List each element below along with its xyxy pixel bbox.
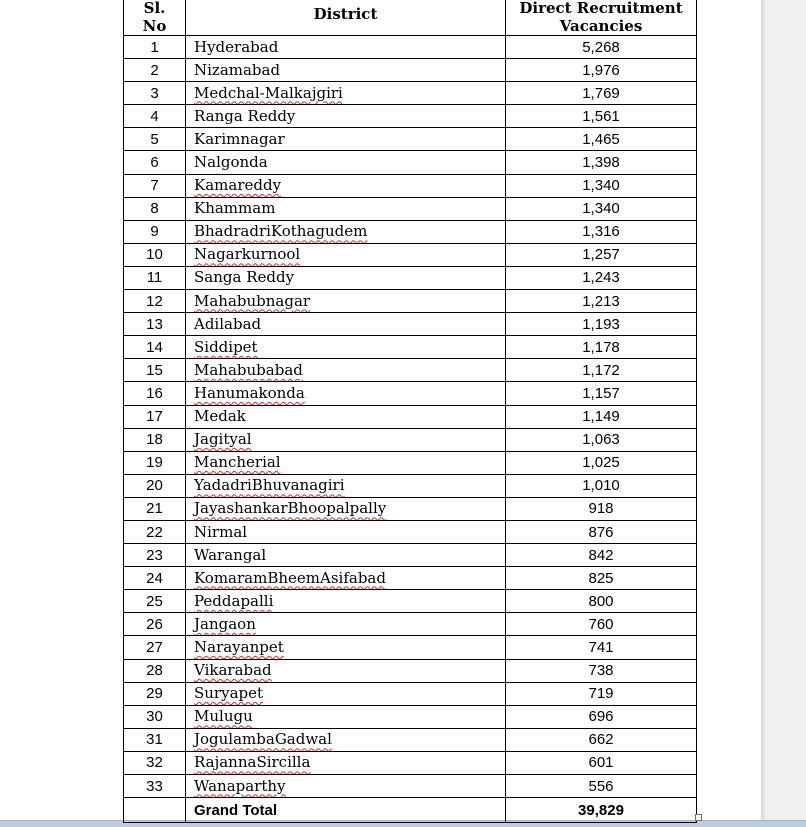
row-vacancies: 825 <box>506 567 697 590</box>
row-vacancies: 738 <box>506 659 697 682</box>
table-resize-handle[interactable] <box>695 814 702 821</box>
district-name: Sanga Reddy <box>194 268 295 287</box>
vacancies-table <box>123 0 697 823</box>
district-name: Mancherial <box>194 453 281 472</box>
window-side-panel <box>761 0 806 827</box>
row-vacancies: 1,976 <box>506 59 697 82</box>
row-vacancies: 1,316 <box>506 220 697 243</box>
row-sl-no: 5 <box>124 128 186 151</box>
table-row <box>124 359 697 382</box>
row-vacancies: 1,257 <box>506 243 697 266</box>
row-sl-no: 3 <box>124 82 186 105</box>
table-row <box>124 336 697 359</box>
table-row <box>124 174 697 197</box>
district-name: Mahabubabad <box>194 360 303 379</box>
table-row <box>124 659 697 682</box>
table-row <box>124 520 697 543</box>
row-district <box>186 59 506 82</box>
row-vacancies: 760 <box>506 613 697 636</box>
row-district <box>186 313 506 336</box>
row-sl-no: 9 <box>124 220 186 243</box>
row-vacancies: 1,340 <box>506 174 697 197</box>
grand-total-value: 39,829 <box>506 798 697 823</box>
district-name: JayashankarBhoopalpally <box>194 499 387 518</box>
row-vacancies: 1,465 <box>506 128 697 151</box>
row-district <box>186 590 506 613</box>
row-sl-no: 8 <box>124 197 186 220</box>
row-sl-no: 18 <box>124 428 186 451</box>
row-district <box>186 197 506 220</box>
district-name: Narayanpet <box>194 637 284 656</box>
row-vacancies: 1,340 <box>506 197 697 220</box>
row-vacancies: 1,157 <box>506 382 697 405</box>
row-district <box>186 497 506 520</box>
row-district <box>186 682 506 705</box>
row-sl-no: 15 <box>124 359 186 382</box>
row-sl-no: 2 <box>124 59 186 82</box>
row-vacancies: 842 <box>506 544 697 567</box>
row-vacancies: 918 <box>506 497 697 520</box>
table-row <box>124 613 697 636</box>
row-sl-no: 30 <box>124 705 186 728</box>
table-row <box>124 567 697 590</box>
table-row <box>124 474 697 497</box>
row-sl-no: 27 <box>124 636 186 659</box>
row-district <box>186 775 506 798</box>
row-sl-no: 22 <box>124 520 186 543</box>
district-name: Siddipet <box>194 337 258 356</box>
row-sl-no: 4 <box>124 105 186 128</box>
district-name: Warangal <box>194 545 267 564</box>
row-district <box>186 36 506 59</box>
row-district <box>186 266 506 289</box>
district-name: Suryapet <box>194 684 264 703</box>
row-vacancies: 1,063 <box>506 428 697 451</box>
table-row <box>124 128 697 151</box>
row-district <box>186 636 506 659</box>
row-district <box>186 451 506 474</box>
district-name: Mahabubnagar <box>194 291 311 310</box>
row-vacancies: 719 <box>506 682 697 705</box>
district-name: Karimnagar <box>194 129 285 148</box>
table-row <box>124 266 697 289</box>
row-district <box>186 220 506 243</box>
row-sl-no: 24 <box>124 567 186 590</box>
row-sl-no: 33 <box>124 775 186 798</box>
row-district <box>186 428 506 451</box>
row-sl-no: 14 <box>124 336 186 359</box>
grand-total-label: Grand Total <box>186 798 506 823</box>
row-sl-no: 25 <box>124 590 186 613</box>
row-vacancies: 1,149 <box>506 405 697 428</box>
district-name: Mulugu <box>194 707 253 726</box>
table-row <box>124 382 697 405</box>
district-name: YadadriBhuvanagiri <box>194 476 345 495</box>
table-row <box>124 428 697 451</box>
table-row <box>124 243 697 266</box>
row-district <box>186 151 506 174</box>
row-vacancies: 5,268 <box>506 36 697 59</box>
row-vacancies: 741 <box>506 636 697 659</box>
table-row <box>124 313 697 336</box>
row-sl-no: 12 <box>124 290 186 313</box>
district-name: Nagarkurnool <box>194 245 301 264</box>
row-sl-no: 19 <box>124 451 186 474</box>
table-row <box>124 151 697 174</box>
table-row <box>124 36 697 59</box>
row-sl-no: 6 <box>124 151 186 174</box>
table-row <box>124 728 697 751</box>
row-sl-no: 23 <box>124 544 186 567</box>
row-district <box>186 382 506 405</box>
district-name: Ranga Reddy <box>194 106 296 125</box>
table-row <box>124 636 697 659</box>
row-sl-no: 26 <box>124 613 186 636</box>
row-sl-no: 1 <box>124 36 186 59</box>
row-sl-no: 29 <box>124 682 186 705</box>
district-name: Peddapalli <box>194 591 274 610</box>
table-header-row <box>124 0 697 36</box>
district-name: Jangaon <box>194 614 256 633</box>
row-district <box>186 751 506 774</box>
row-sl-no: 10 <box>124 243 186 266</box>
row-vacancies: 662 <box>506 728 697 751</box>
header-district: District <box>186 0 506 36</box>
district-name: Nirmal <box>194 522 248 541</box>
table-row <box>124 590 697 613</box>
row-district <box>186 128 506 151</box>
row-vacancies: 800 <box>506 590 697 613</box>
district-name: Nizamabad <box>194 60 281 79</box>
header-sl-no: Sl. No <box>124 0 186 36</box>
row-district <box>186 728 506 751</box>
row-vacancies: 1,010 <box>506 474 697 497</box>
row-vacancies: 1,561 <box>506 105 697 128</box>
table-row <box>124 751 697 774</box>
row-district <box>186 544 506 567</box>
row-district <box>186 359 506 382</box>
row-sl-no: 32 <box>124 751 186 774</box>
grand-total-empty-cell <box>124 798 186 823</box>
header-vacancies: Direct Recruitment Vacancies <box>506 0 697 36</box>
table-row <box>124 197 697 220</box>
table-row <box>124 290 697 313</box>
table-row <box>124 451 697 474</box>
district-name: BhadradriKothagudem <box>194 222 368 241</box>
row-sl-no: 16 <box>124 382 186 405</box>
row-sl-no: 13 <box>124 313 186 336</box>
district-name: RajannaSircilla <box>194 753 311 772</box>
district-name: Hyderabad <box>194 37 279 56</box>
row-sl-no: 7 <box>124 174 186 197</box>
row-district <box>186 174 506 197</box>
district-name: Hanumakonda <box>194 383 305 402</box>
row-district <box>186 290 506 313</box>
row-vacancies: 876 <box>506 520 697 543</box>
row-district <box>186 520 506 543</box>
row-sl-no: 17 <box>124 405 186 428</box>
row-district <box>186 336 506 359</box>
row-district <box>186 105 506 128</box>
district-name: JogulambaGadwal <box>194 730 332 749</box>
row-sl-no: 11 <box>124 266 186 289</box>
grand-total-row <box>124 798 697 823</box>
district-name: Medak <box>194 407 246 426</box>
table-row <box>124 105 697 128</box>
row-district <box>186 474 506 497</box>
table-row <box>124 544 697 567</box>
row-vacancies: 1,178 <box>506 336 697 359</box>
row-district <box>186 243 506 266</box>
row-vacancies: 1,193 <box>506 313 697 336</box>
district-name: Jagityal <box>194 430 252 449</box>
row-vacancies: 1,243 <box>506 266 697 289</box>
row-vacancies: 601 <box>506 751 697 774</box>
district-name: KomaramBheemAsifabad <box>194 568 386 587</box>
row-vacancies: 1,213 <box>506 290 697 313</box>
table-row <box>124 405 697 428</box>
row-sl-no: 28 <box>124 659 186 682</box>
row-district <box>186 659 506 682</box>
row-vacancies: 556 <box>506 775 697 798</box>
row-district <box>186 705 506 728</box>
table-row <box>124 705 697 728</box>
table-row <box>124 497 697 520</box>
table-row <box>124 220 697 243</box>
table-row <box>124 775 697 798</box>
district-name: Kamareddy <box>194 176 282 195</box>
table-row <box>124 682 697 705</box>
table-row <box>124 82 697 105</box>
district-name: Khammam <box>194 199 276 218</box>
row-vacancies: 1,025 <box>506 451 697 474</box>
table-row <box>124 59 697 82</box>
row-vacancies: 1,172 <box>506 359 697 382</box>
row-district <box>186 567 506 590</box>
row-vacancies: 696 <box>506 705 697 728</box>
row-sl-no: 31 <box>124 728 186 751</box>
district-name: Adilabad <box>194 314 262 333</box>
row-sl-no: 20 <box>124 474 186 497</box>
district-name: Vikarabad <box>194 661 272 680</box>
row-vacancies: 1,769 <box>506 82 697 105</box>
row-district <box>186 405 506 428</box>
row-district <box>186 613 506 636</box>
district-name: Medchal-Malkajgiri <box>194 83 343 102</box>
row-vacancies: 1,398 <box>506 151 697 174</box>
district-name: Nalgonda <box>194 153 268 172</box>
district-name: Wanaparthy <box>194 776 286 795</box>
row-district <box>186 82 506 105</box>
table-body <box>124 36 697 798</box>
row-sl-no: 21 <box>124 497 186 520</box>
